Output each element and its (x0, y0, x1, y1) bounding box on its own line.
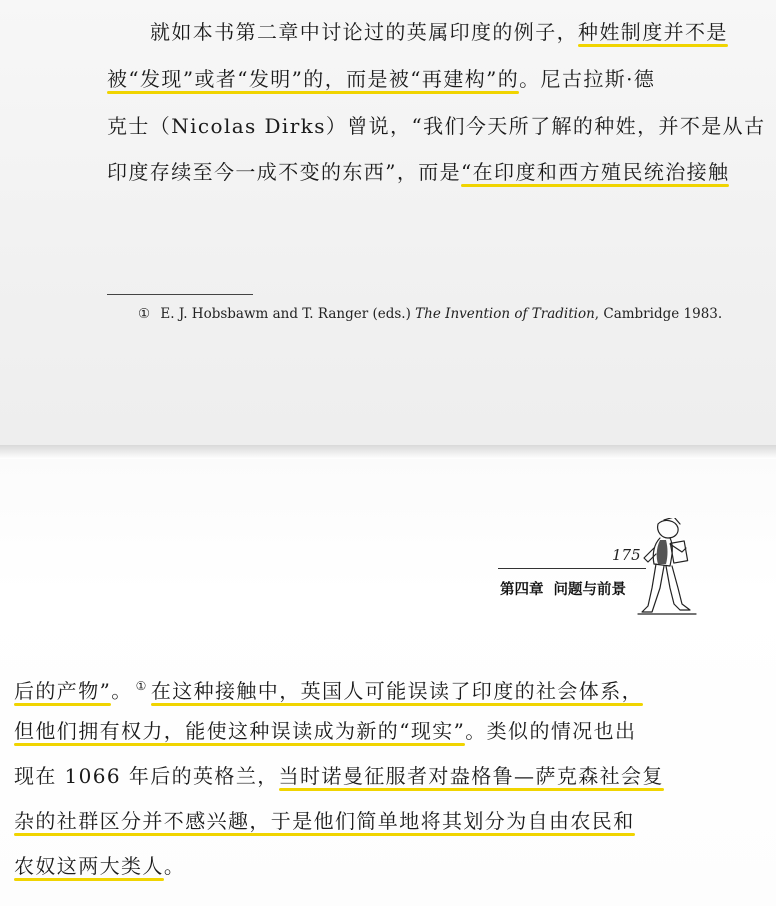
footnote-marker: ① (138, 306, 151, 322)
text-segment: 。 (163, 854, 186, 878)
bottom-line-4 (14, 807, 635, 835)
highlighted-text: 当时诺曼征服者对盎格鲁—萨克森社会复 (278, 764, 664, 788)
top-page (0, 0, 776, 445)
footnote-book-title: The Invention of Tradition (415, 306, 595, 322)
highlighted-text: 后的产物” (14, 678, 112, 703)
footnote-authors: E. J. Hobsbawm and T. Ranger (eds.) (160, 306, 411, 322)
figure-illustration-icon (634, 518, 704, 616)
footnote-rule (107, 294, 253, 295)
page-number: 175 (612, 546, 641, 564)
text-segment: 。类似的情况也出 (465, 719, 637, 743)
highlighted-text: 但他们拥有权力，能使这种误读成为新的“现实” (14, 719, 466, 743)
chapter-label: 第四章 (500, 582, 544, 598)
footnote-reference: ① (135, 679, 148, 693)
highlighted-text: “在印度和西方殖民统治接触 (461, 160, 730, 184)
highlighted-text: 被“发现”或者“发明”的，而是被“再建构”的 (107, 67, 520, 91)
text-segment: 印度存续至今一成不变的东西”，而是 (107, 160, 462, 184)
chapter-title: 问题与前景 (553, 582, 626, 598)
bottom-line-5 (14, 852, 185, 880)
text-segment: 。尼古拉斯·德 (519, 67, 656, 91)
top-line-1 (150, 18, 728, 46)
bottom-line-2 (14, 717, 636, 745)
text-segment: 。 (111, 678, 133, 703)
running-header (500, 578, 626, 599)
top-line-2 (107, 65, 655, 93)
top-line-3 (107, 112, 765, 140)
bottom-line-1 (14, 672, 643, 705)
highlighted-text: 种姓制度并不是 (578, 20, 728, 44)
text-segment: 就如本书第二章中讨论过的英属印度的例子， (150, 20, 578, 44)
footnote-publisher: , Cambridge 1983. (594, 306, 723, 322)
text-segment: 现在 1066 年后的英格兰， (14, 764, 279, 788)
header-rule (498, 568, 646, 569)
page-seam (0, 445, 776, 459)
highlighted-text: 在这种接触中，英国人可能误读了印度的社会体系， (150, 678, 644, 703)
highlighted-text: 农奴这两大类人 (14, 854, 164, 878)
text-segment: 克士（Nicolas Dirks）曾说，“我们今天所了解的种姓，并不是从古 (107, 114, 766, 138)
top-line-4 (107, 158, 729, 186)
footnote (138, 304, 722, 324)
bottom-line-3 (14, 762, 664, 790)
highlighted-text: 杂的社群区分并不感兴趣，于是他们简单地将其划分为自由农民和 (14, 809, 635, 833)
